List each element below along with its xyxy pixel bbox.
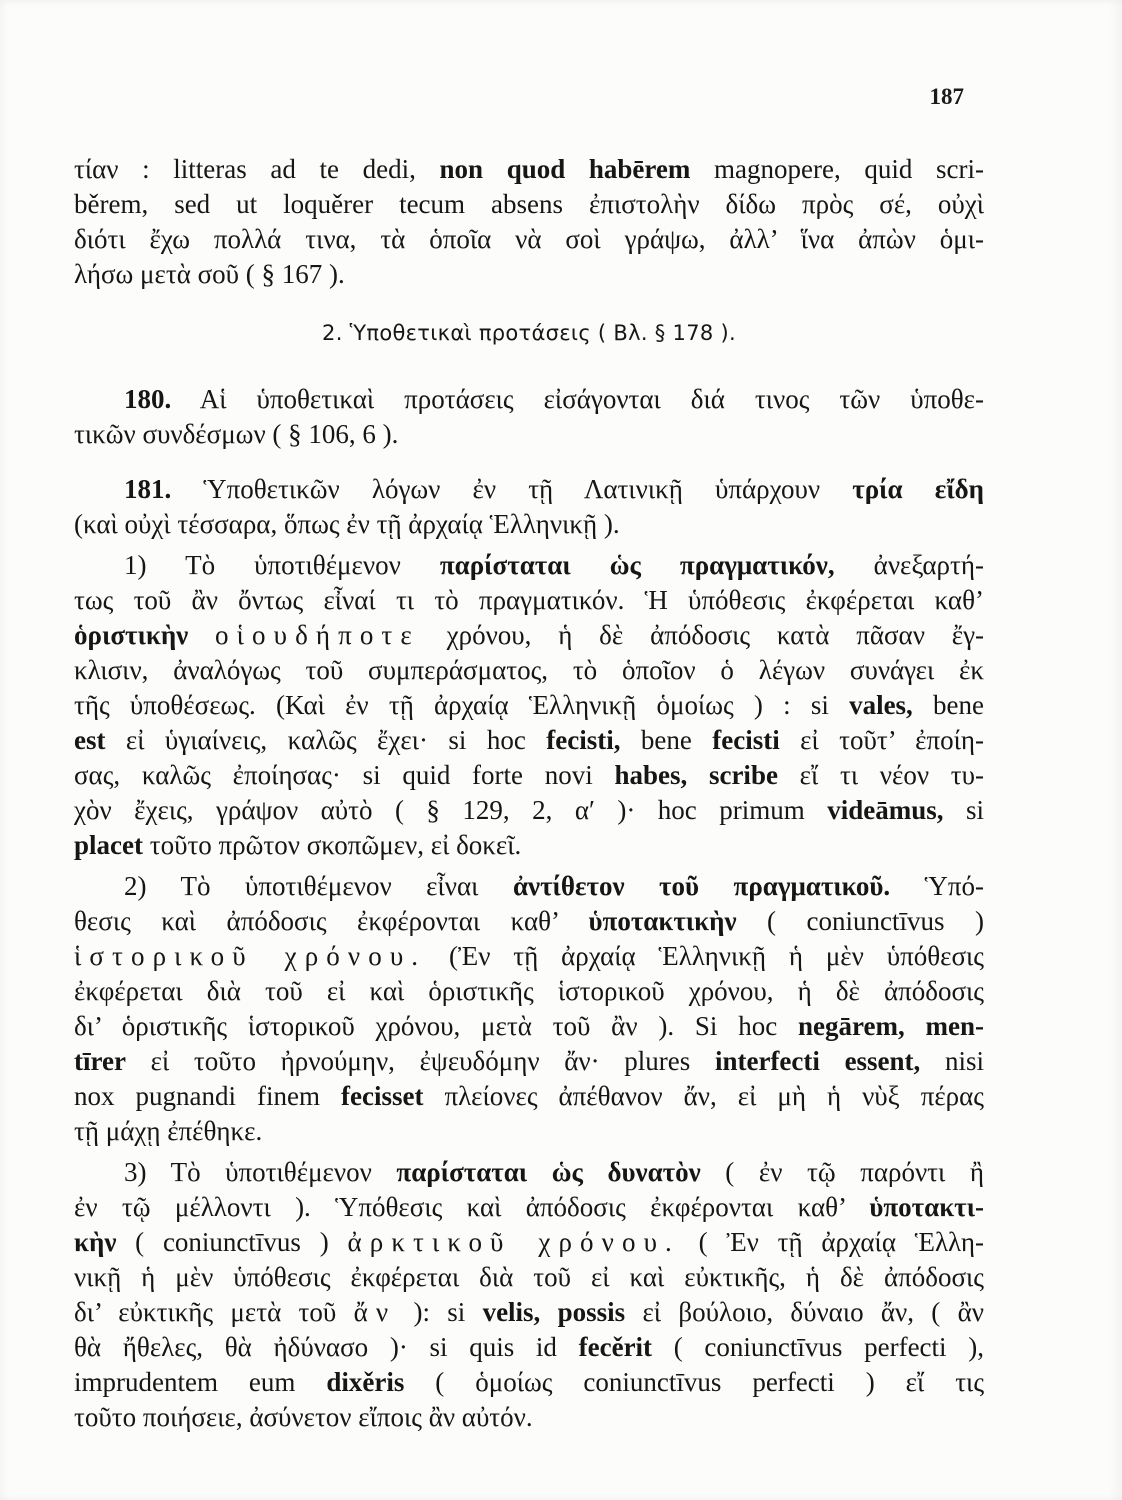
bold-text: παρίσταται ὡς δυνατὸν <box>396 1157 701 1187</box>
text-line <box>74 507 984 542</box>
text-run: bene <box>620 725 713 755</box>
text-run: si <box>943 795 984 825</box>
bold-text: ὑποτακτικὴν <box>588 906 737 936</box>
text-run: Ὑπό- <box>890 871 984 901</box>
bold-text: fecisset <box>341 1081 424 1111</box>
text-line <box>74 688 984 723</box>
text-run: θὰ ἤθελες, θὰ ἠδύνασο )· si quis id <box>74 1332 579 1362</box>
text-run: τῆς ὑποθέσεως. (Καὶ ἐν τῇ ἀρχαίᾳ Ἑλληνικῇ ὁμοίως ) : si <box>74 690 850 720</box>
bold-text: fecisti <box>712 725 780 755</box>
text-run: τοῦτο πρῶτον σκοπῶμεν, εἰ δοκεῖ. <box>142 830 522 860</box>
paragraph <box>74 472 984 542</box>
text-line <box>74 548 984 583</box>
bold-text: velis, possis <box>482 1297 626 1327</box>
text-run: ( coniunctīvus ) <box>116 1227 348 1257</box>
text-run: θεσις καὶ ἀπόδοσις ἐκφέρονται καθ’ <box>74 906 589 936</box>
text-run: 2. Ὑποθετικαὶ προτάσεις ( Βλ. § 178 ). <box>322 321 736 345</box>
bold-text: κὴν <box>74 1227 117 1257</box>
bold-text: ὁριστικὴν <box>74 620 216 650</box>
text-run: πλείονες ἀπέθανον ἄν, εἰ μὴ ἡ νὺξ πέρας <box>423 1081 984 1111</box>
paragraph <box>74 869 984 1149</box>
text-run: τῇ μάχῃ ἐπέθηκε. <box>74 1116 263 1146</box>
bold-text: fecěrit <box>578 1332 653 1362</box>
text-run: εἰ ὑγιαίνεις, καλῶς ἔχει· si hoc <box>105 725 547 755</box>
spaced-text: ἀρκτικοῦ χρόνου. <box>347 1227 680 1257</box>
text-run: bene <box>912 690 984 720</box>
text-line <box>74 382 984 417</box>
text-run: nisi <box>920 1046 985 1076</box>
paragraph <box>74 152 984 292</box>
text-body <box>74 152 984 1435</box>
text-line <box>74 1225 984 1260</box>
text-run: 2) Τὸ ὑποτιθέμενον εἶναι <box>124 871 513 901</box>
text-line <box>74 187 984 222</box>
section-heading <box>74 316 984 351</box>
text-line <box>74 316 984 351</box>
text-line <box>74 618 984 653</box>
text-run: ( ὁμοίως coniunctīvus perfecti ) εἴ τις <box>404 1367 985 1397</box>
text-line <box>74 1365 984 1400</box>
bold-text: τρία εἴδη <box>852 474 984 504</box>
text-run: διότι ἔχω πολλά τινα, τὰ ὁποῖα νὰ σοὶ γράψω, ἀλλ’ ἵνα ἀπὼν ὁμι- <box>74 224 984 254</box>
text-line <box>74 1295 984 1330</box>
text-run: 1) Τὸ ὑποτιθέμενον <box>124 550 440 580</box>
bold-text: vales, <box>849 690 913 720</box>
text-run: Ὑποθετικῶν λόγων ἐν τῇ Λατινικῇ ὑπάρχουν <box>171 474 853 504</box>
text-run: imprudentem eum <box>74 1367 327 1397</box>
text-line <box>74 828 984 863</box>
page-number: 187 <box>929 84 964 109</box>
text-run: λήσω μετὰ σοῦ ( § 167 ). <box>74 259 345 289</box>
paragraph <box>74 548 984 863</box>
text-run: ( coniunctīvus perfecti ), <box>652 1332 984 1362</box>
text-run: ): si <box>396 1297 483 1327</box>
bold-text: 180. <box>124 384 172 414</box>
text-run: ( coniunctīvus ) <box>736 906 985 936</box>
text-line <box>74 1114 984 1149</box>
text-line <box>74 583 984 618</box>
bold-text: non quod habērem <box>439 154 691 184</box>
text-line <box>74 869 984 904</box>
spaced-text: ἄν <box>353 1297 397 1327</box>
text-run: εἰ τοῦτ’ ἐποίη- <box>779 725 984 755</box>
text-line <box>74 1400 984 1435</box>
bold-text: negārem, men- <box>797 1011 984 1041</box>
text-run: τίαν : litteras ad te dedi, <box>74 154 440 184</box>
text-run: 3) Τὸ ὑποτιθέμενον <box>124 1157 397 1187</box>
text-run: ἐκφέρεται διὰ τοῦ εἰ καὶ ὁριστικῆς ἱστορικοῦ χρόνου, ἡ δὲ ἀπόδοσις <box>74 976 984 1006</box>
text-run: nox pugnandi finem <box>74 1081 341 1111</box>
text-run: χὸν ἔχεις, γράψον αὐτὸ ( § 129, 2, α′ )· hoc primum <box>74 795 828 825</box>
text-line <box>74 939 984 974</box>
text-run: δι’ ὁριστικῆς ἱστορικοῦ χρόνου, μετὰ τοῦ ἂν ). Si hoc <box>74 1011 798 1041</box>
text-run: ( ἐν τῷ παρόντι ἢ <box>700 1157 984 1187</box>
text-line <box>74 257 984 292</box>
text-line <box>74 1044 984 1079</box>
text-line <box>74 1260 984 1295</box>
text-line <box>74 723 984 758</box>
text-run: ἀνεξαρτή- <box>834 550 984 580</box>
text-run: χρόνου, ἡ δὲ ἀπόδοσις κατὰ πᾶσαν ἔγ- <box>419 620 984 650</box>
text-run: δι’ εὐκτικῆς μετὰ τοῦ <box>74 1297 354 1327</box>
text-run: εἰ τοῦτο ἠρνούμην, ἐψευδόμην ἄν· plures <box>125 1046 715 1076</box>
text-line <box>74 1190 984 1225</box>
bold-text: interfecti essent, <box>714 1046 921 1076</box>
text-line <box>74 904 984 939</box>
text-run: (καὶ οὐχὶ τέσσαρα, ὅπως ἐν τῇ ἀρχαίᾳ Ἑλληνικῇ ). <box>74 509 620 539</box>
text-line <box>74 417 984 452</box>
text-run: εἰ βούλοιο, δύναιο ἄν, ( ἂν <box>625 1297 984 1327</box>
text-line <box>74 793 984 828</box>
bold-text: ἀντίθετον τοῦ πραγματικοῦ. <box>512 871 891 901</box>
text-run: běrem, sed ut loquěrer tecum absens ἐπιστολὴν δίδω πρὸς σέ, οὐχὶ <box>74 189 984 219</box>
bold-text: ὑποτακτι- <box>869 1192 984 1222</box>
text-line <box>74 472 984 507</box>
text-line <box>74 222 984 257</box>
text-run: (Ἐν τῇ ἀρχαίᾳ Ἑλληνικῇ ἡ μὲν ὑπόθεσις <box>426 941 984 971</box>
bold-text: tīrer <box>74 1046 126 1076</box>
text-line <box>74 1155 984 1190</box>
text-run: κλισιν, ἀναλόγως τοῦ συμπεράσματος, τὸ ὁποῖον ὁ λέγων συνάγει ἐκ <box>74 655 984 685</box>
bold-text: placet <box>74 830 143 860</box>
text-run: τως τοῦ ἂν ὄντως εἶναί τι τὸ πραγματικόν. Ἡ ὑπόθεσις ἐκφέρεται καθ’ <box>74 585 984 615</box>
text-line <box>74 653 984 688</box>
text-run: magnopere, quid scri- <box>690 154 984 184</box>
paragraph <box>74 382 984 452</box>
text-run: εἴ τι νέον τυ- <box>777 760 984 790</box>
text-line <box>74 152 984 187</box>
bold-text: habes, scribe <box>614 760 778 790</box>
text-line <box>74 758 984 793</box>
text-run: ἐν τῷ μέλλοντι ). Ὑπόθεσις καὶ ἀπόδοσις ἐκφέρονται καθ’ <box>74 1192 870 1222</box>
text-line <box>74 974 984 1009</box>
bold-text: dixěris <box>326 1367 405 1397</box>
bold-text: 181. <box>124 474 172 504</box>
text-line <box>74 1079 984 1114</box>
bold-text: videāmus, <box>827 795 944 825</box>
spaced-text: οἱουδήποτε <box>215 620 420 650</box>
spaced-text: ἱστορικοῦ χρόνου. <box>74 941 427 971</box>
bold-text: est <box>74 725 106 755</box>
text-run: Αἱ ὑποθετικαὶ προτάσεις εἰσάγονται διά τινος τῶν ὑποθε- <box>171 384 984 414</box>
text-run: νικῇ ἡ μὲν ὑπόθεσις ἐκφέρεται διὰ τοῦ εἰ καὶ εὐκτικῆς, ἡ δὲ ἀπόδοσις <box>74 1262 984 1292</box>
bold-text: παρίσταται ὡς πραγματικόν, <box>439 550 835 580</box>
text-line <box>74 1009 984 1044</box>
paragraph <box>74 1155 984 1435</box>
bold-text: fecisti, <box>546 725 621 755</box>
text-run: ( Ἐν τῇ ἀρχαίᾳ Ἑλλη- <box>679 1227 984 1257</box>
text-run: σας, καλῶς ἐποίησας· si quid forte novi <box>74 760 615 790</box>
text-run: τοῦτο ποιήσειε, ἀσύνετον εἴποις ἂν αὐτόν. <box>74 1402 533 1432</box>
text-line <box>74 1330 984 1365</box>
text-run: τικῶν συνδέσμων ( § 106, 6 ). <box>74 419 399 449</box>
